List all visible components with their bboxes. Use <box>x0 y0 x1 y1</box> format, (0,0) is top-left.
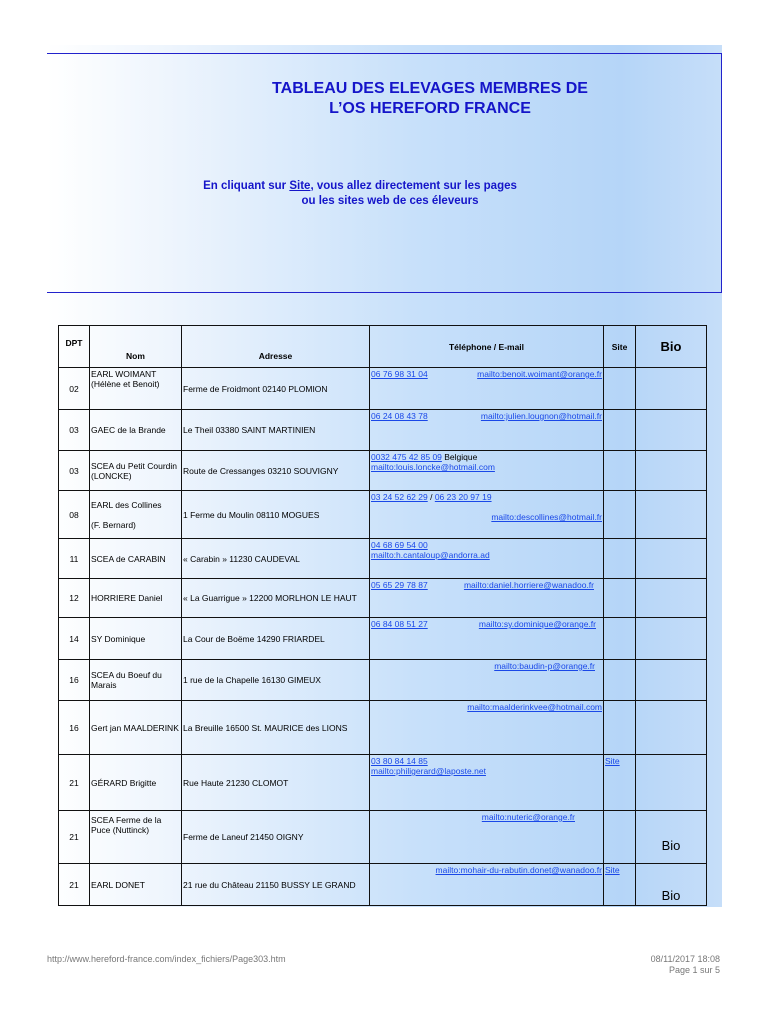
email-link[interactable]: mailto:julien.lougnon@hotmail.fr <box>480 411 602 421</box>
cell-nom: SCEA du Boeuf du Marais <box>90 660 182 701</box>
phone-link[interactable]: 05 65 29 78 87 <box>371 580 428 590</box>
cell-nom: EARL DONET <box>90 864 182 906</box>
cell-site <box>604 864 636 906</box>
cell-nom: HORRIERE Daniel <box>90 579 182 618</box>
intro-site-link[interactable]: Site <box>289 180 311 192</box>
cell-bio <box>636 410 707 451</box>
footer-url: http://www.hereford-france.com/index_fichiers/Page303.htm <box>47 954 286 964</box>
cell-site <box>604 368 636 410</box>
cell-nom: GAEC de la Brande <box>90 410 182 451</box>
col-nom: Nom <box>90 326 182 368</box>
footer-date: 08/11/2017 18:08 <box>650 954 720 964</box>
cell-dpt: 21 <box>59 755 90 811</box>
cell-dpt: 11 <box>59 539 90 579</box>
site-link[interactable]: Site <box>605 756 620 766</box>
cell-bio <box>636 660 707 701</box>
cell-adresse: 1 rue de la Chapelle 16130 GIMEUX <box>182 660 370 701</box>
breeders-table <box>58 325 707 906</box>
table-row <box>59 451 707 491</box>
cell-adresse: 1 Ferme du Moulin 08110 MOGUES <box>182 491 370 539</box>
col-bio: Bio <box>636 326 707 368</box>
table-row <box>59 811 707 864</box>
cell-dpt: 03 <box>59 410 90 451</box>
cell-bio <box>636 618 707 660</box>
title-line-1: TABLEAU DES ELEVAGES MEMBRES DE <box>272 80 588 97</box>
cell-dpt: 12 <box>59 579 90 618</box>
cell-tel <box>370 410 604 451</box>
email-link[interactable]: mailto:maalderinkvee@hotmail.com <box>467 702 602 712</box>
cell-dpt: 21 <box>59 811 90 864</box>
cell-nom: Gert jan MAALDERINK <box>90 701 182 755</box>
phone-link[interactable]: 06 24 08 43 78 <box>371 411 428 421</box>
phone-link-2[interactable]: 06 23 20 97 19 <box>434 492 492 502</box>
cell-site <box>604 618 636 660</box>
cell-tel <box>370 579 604 618</box>
cell-adresse: La Breuille 16500 St. MAURICE des LIONS <box>182 701 370 755</box>
email-link[interactable]: mailto:mohair-du-rabutin.donet@wanadoo.fr <box>435 865 602 875</box>
cell-adresse: 21 rue du Château 21150 BUSSY LE GRAND <box>182 864 370 906</box>
email-link[interactable]: mailto:philigerard@laposte.net <box>371 766 486 776</box>
page-title <box>180 79 680 119</box>
cell-site <box>604 755 636 811</box>
cell-dpt: 03 <box>59 451 90 491</box>
cell-tel <box>370 755 604 811</box>
table-row <box>59 368 707 410</box>
table-row <box>59 864 707 906</box>
nom-line-1: EARL des Collines <box>91 499 162 510</box>
cell-tel <box>370 491 604 539</box>
cell-bio <box>636 579 707 618</box>
table-row <box>59 539 707 579</box>
cell-tel <box>370 701 604 755</box>
col-adresse: Adresse <box>182 326 370 368</box>
cell-bio <box>636 701 707 755</box>
cell-site <box>604 491 636 539</box>
cell-tel <box>370 451 604 491</box>
cell-dpt: 21 <box>59 864 90 906</box>
footer-date-page <box>651 954 720 976</box>
cell-site <box>604 660 636 701</box>
cell-bio <box>636 491 707 539</box>
cell-bio <box>636 451 707 491</box>
site-link[interactable]: Site <box>605 865 620 875</box>
table-row <box>59 755 707 811</box>
title-line-2: L’OS HEREFORD FRANCE <box>329 100 531 117</box>
cell-dpt: 16 <box>59 660 90 701</box>
intro-prefix: En cliquant sur <box>203 180 290 192</box>
cell-dpt: 08 <box>59 491 90 539</box>
cell-adresse: « Carabin » 11230 CAUDEVAL <box>182 539 370 579</box>
cell-site <box>604 811 636 864</box>
table-row <box>59 618 707 660</box>
cell-dpt: 16 <box>59 701 90 755</box>
cell-dpt: 14 <box>59 618 90 660</box>
intro-text <box>120 179 600 209</box>
cell-adresse: Rue Haute 21230 CLOMOT <box>182 755 370 811</box>
cell-tel <box>370 618 604 660</box>
bio-badge: Bio <box>636 811 707 864</box>
phone-link[interactable]: 04 68 69 54 00 <box>371 540 428 550</box>
col-tel: Téléphone / E-mail <box>370 326 604 368</box>
footer-page-number: Page 1 sur 5 <box>668 965 720 975</box>
cell-tel <box>370 660 604 701</box>
cell-nom: SCEA Ferme de la Puce (Nuttinck) <box>90 811 182 864</box>
table-row <box>59 410 707 451</box>
cell-adresse: Ferme de Froidmont 02140 PLOMION <box>182 368 370 410</box>
cell-adresse: La Cour de Boëme 14290 FRIARDEL <box>182 618 370 660</box>
cell-nom: EARL WOIMANT (Hélène et Benoit) <box>90 368 182 410</box>
phone-link[interactable]: 03 80 84 14 85 <box>371 756 428 766</box>
table-row <box>59 701 707 755</box>
cell-nom: GÉRARD Brigitte <box>90 755 182 811</box>
cell-tel <box>370 864 604 906</box>
cell-nom: SY Dominique <box>90 618 182 660</box>
cell-nom <box>90 491 182 539</box>
cell-tel <box>370 539 604 579</box>
cell-bio <box>636 368 707 410</box>
email-link[interactable]: mailto:benoit.woimant@orange.fr <box>477 369 602 379</box>
cell-adresse: Route de Cressanges 03210 SOUVIGNY <box>182 451 370 491</box>
table-header-row <box>59 326 707 368</box>
cell-site <box>604 701 636 755</box>
email-link[interactable]: mailto:sy.dominique@orange.fr <box>478 619 596 629</box>
email-link[interactable]: mailto:daniel.horriere@wanadoo.fr <box>463 580 594 590</box>
cell-tel <box>370 811 604 864</box>
col-dpt: DPT <box>59 326 90 368</box>
cell-dpt: 02 <box>59 368 90 410</box>
email-link[interactable]: mailto:baudin-p@orange.fr <box>494 661 595 671</box>
intro-suffix: , vous allez directement sur les pages <box>310 180 517 192</box>
cell-bio <box>636 755 707 811</box>
cell-adresse: Ferme de Laneuf 21450 OIGNY <box>182 811 370 864</box>
cell-site <box>604 410 636 451</box>
phone-link[interactable]: 06 76 98 31 04 <box>371 369 428 379</box>
bio-badge: Bio <box>636 864 707 906</box>
phone-note: Belgique <box>441 452 478 462</box>
cell-site <box>604 539 636 579</box>
email-link[interactable]: mailto:louis.loncke@hotmail.com <box>371 462 495 472</box>
cell-site <box>604 451 636 491</box>
cell-adresse: Le Theil 03380 SAINT MARTINIEN <box>182 410 370 451</box>
cell-adresse: « La Guarrigue » 12200 MORLHON LE HAUT <box>182 579 370 618</box>
table-row <box>59 491 707 539</box>
phone-link[interactable]: 03 24 52 62 29 <box>371 492 428 502</box>
col-site: Site <box>604 326 636 368</box>
cell-tel <box>370 368 604 410</box>
phone-link[interactable]: 06 84 08 51 27 <box>371 619 428 629</box>
phone-link[interactable]: 0032 475 42 85 09 <box>371 452 442 462</box>
cell-nom: SCEA de CARABIN <box>90 539 182 579</box>
email-link[interactable]: mailto:descollines@hotmail.fr <box>491 512 602 522</box>
cell-bio <box>636 539 707 579</box>
nom-line-2: (F. Bernard) <box>91 519 136 530</box>
intro-line-2: ou les sites web de ces éleveurs <box>301 195 479 207</box>
table-row <box>59 660 707 701</box>
cell-site <box>604 579 636 618</box>
email-link[interactable]: mailto:nuteric@orange.fr <box>481 812 575 822</box>
email-link[interactable]: mailto:h.cantaloup@andorra.ad <box>371 550 490 560</box>
phone-separator: / <box>427 492 435 502</box>
table-row <box>59 579 707 618</box>
cell-nom: SCEA du Petit Courdin (LONCKE) <box>90 451 182 491</box>
